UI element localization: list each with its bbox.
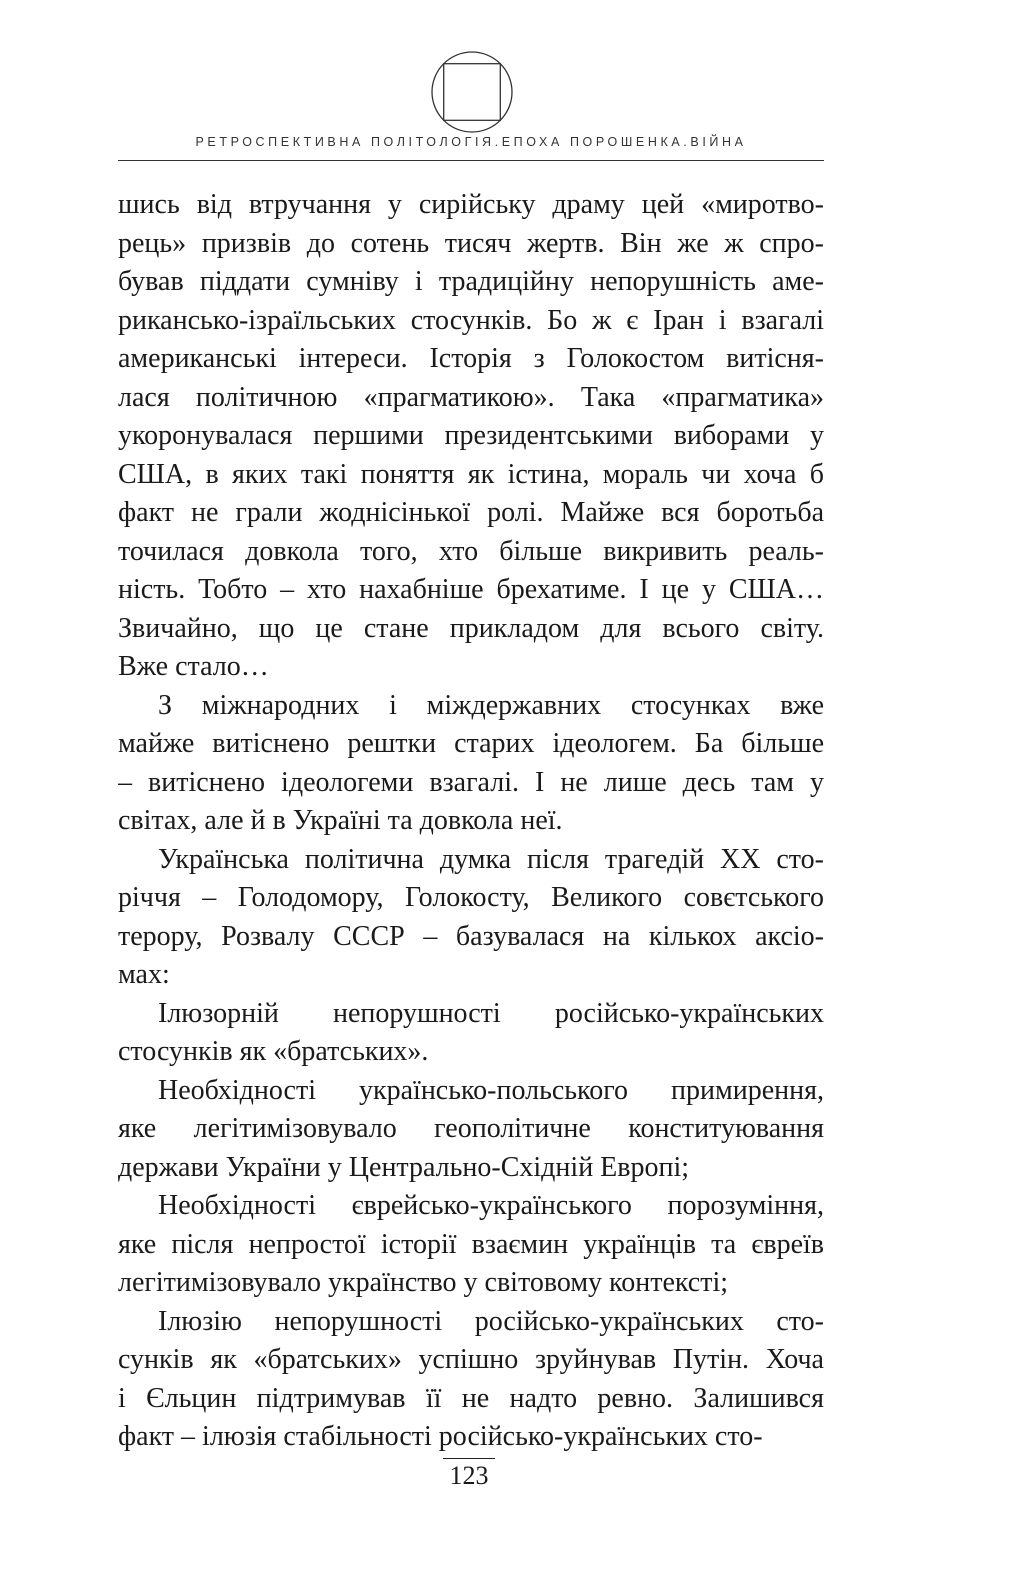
paragraph — [118, 1303, 824, 1457]
text-line: риканcько-ізраїльських стосунків. Бо ж є Іран і взагалі — [118, 304, 824, 336]
text-line: легітимізовувало українство у світовому контексті; — [118, 1267, 728, 1298]
text-line: – витіснено ідеологеми взагалі. І не лише десь там у — [118, 766, 824, 798]
text-line: Вже стало… — [118, 651, 269, 682]
paragraph — [118, 186, 824, 687]
running-title: РЕТРОСПЕКТИВНА ПОЛІТОЛОГІЯ.ЕПОХА ПОРОШЕНКА.ВІЙНА — [195, 135, 747, 149]
text-line: Українська політична думка після трагедій ХХ сто- — [158, 843, 824, 875]
text-line: яке легітимізовувало геополітичне конституювання — [118, 1113, 824, 1144]
text-line: ність. Тобто – хто нахабніше брехатиме. І це у США… — [118, 574, 824, 605]
text-line: рець» призвів до сотень тисяч жертв. Він же ж спро- — [118, 227, 824, 259]
text-line: точилася довкола того, хто більше викривить реаль- — [118, 535, 824, 567]
text-line: Звичайно, що це стане прикладом для всього світу. — [118, 612, 824, 644]
text-line: лася політичною «прагматикою». Така «прагматика» — [118, 381, 824, 413]
header-divider — [118, 160, 824, 161]
text-line: Необхідності українсько-польського примирення, — [158, 1074, 824, 1106]
text-line: і Єльцин підтримував її не надто ревно. Залишився — [118, 1382, 824, 1414]
circle-square-emblem-icon — [430, 50, 514, 134]
text-line: американські інтереси. Історія з Голокостом витісня- — [118, 343, 824, 374]
text-line: мах: — [118, 959, 170, 990]
paragraph — [118, 995, 824, 1072]
text-line: Ілюзію непорушності російсько-українських сто- — [158, 1305, 824, 1337]
text-line: шись від втручання у сирійську драму цей «миротво- — [118, 189, 824, 220]
text-line: факт не грали жоднісінької ролі. Майже вся боротьба — [118, 497, 824, 528]
text-line: Необхідності єврейсько-українського порозуміння, — [158, 1190, 824, 1221]
text-line: майже витіснено рештки старих ідеологем. Ба більше — [118, 728, 824, 759]
text-line: бував піддати сумніву і традиційну непорушність аме- — [118, 266, 824, 297]
text-line: З міжнародних і міждержавних стосунках вже — [158, 689, 824, 721]
text-line: річчя – Голодомору, Голокосту, Великого совєтського — [118, 882, 824, 913]
text-line: Ілюзорній непорушності російсько-українських — [158, 997, 824, 1029]
text-line: світах, але й в Україні та довкола неї. — [118, 805, 563, 836]
paragraph — [118, 687, 824, 841]
text-line: укоронувалася першими президентськими виборами у — [118, 420, 824, 451]
body-text — [118, 186, 824, 1457]
text-line: сунків як «братських» успішно зруйнував Путін. Хоча — [118, 1344, 824, 1375]
text-line: США, в яких такі поняття як істина, мораль чи хоча б — [118, 458, 824, 490]
page-number: 123 — [443, 1458, 495, 1491]
text-line: держави України у Центрально-Східній Европі; — [118, 1151, 690, 1183]
paragraph — [118, 1072, 824, 1188]
text-line: факт – ілюзія стабільності російсько-українських сто- — [118, 1421, 763, 1452]
text-line: яке після непростої історії взаємин українців та євреїв — [118, 1228, 824, 1260]
paragraph — [118, 1187, 824, 1303]
text-line: терору, Розвалу СССР – базувалася на кількох аксіо- — [118, 920, 824, 952]
paragraph — [118, 841, 824, 995]
text-line: стосунків як «братських». — [118, 1036, 429, 1067]
